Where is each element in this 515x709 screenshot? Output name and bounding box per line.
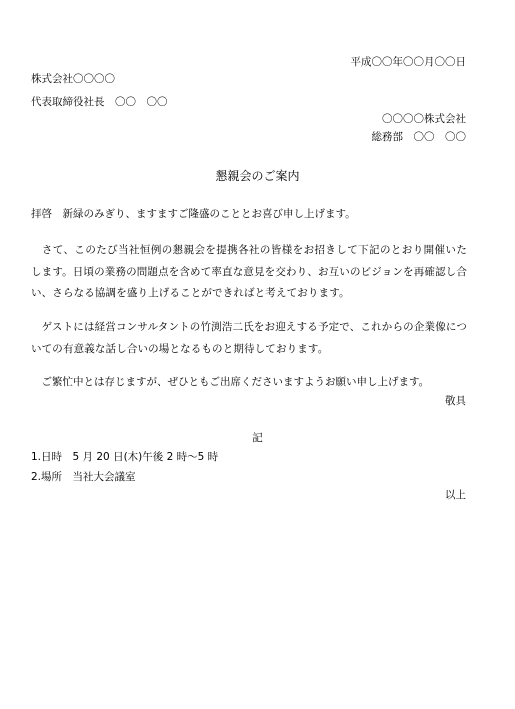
sender-department: 総務部 〇〇 〇〇 — [371, 131, 466, 143]
end-ijou: 以上 — [445, 489, 466, 501]
document-title: 懇親会のご案内 — [215, 169, 300, 183]
closing-keigu: 敬具 — [445, 395, 466, 407]
recipient-name: 代表取締役社長 〇〇 〇〇 — [31, 96, 168, 108]
item-location: 2.場所 当社大会議室 — [31, 471, 136, 483]
greeting-line: 拝啓 新緑のみぎり、ますますご隆盛のこととお喜び申し上げます。 — [31, 208, 356, 220]
letter-date: 平成〇〇年〇〇月〇〇日 — [350, 56, 466, 68]
body-paragraph-2: ゲストには経営コンサルタントの竹渕浩二氏をお迎えする予定で、これからの企業像についての有意義な話し合いの場となるものと期待しております。 — [31, 321, 467, 355]
ki-heading: 記 — [252, 432, 263, 444]
recipient-company: 株式会社〇〇〇〇 — [31, 73, 115, 85]
body-paragraph-3: ご繁忙中とは存じますが、ぜひともご出席くださいますようお願い申し上げます。 — [31, 376, 430, 388]
item-datetime: 1.日時 5 月 20 日(木)午後 2 時～5 時 — [31, 451, 219, 463]
sender-company: 〇〇〇〇株式会社 — [382, 113, 466, 125]
body-paragraph-1: さて、このたび当社恒例の懇親会を提携各社の皆様をお招きして下記のとおり開催いたします。日頃の業務の問題点を含めて率直な意見を交わり、お互いのビジョンを再確認し合い、さらなる協調を盛り上げることができればと考えております。 — [31, 244, 467, 299]
